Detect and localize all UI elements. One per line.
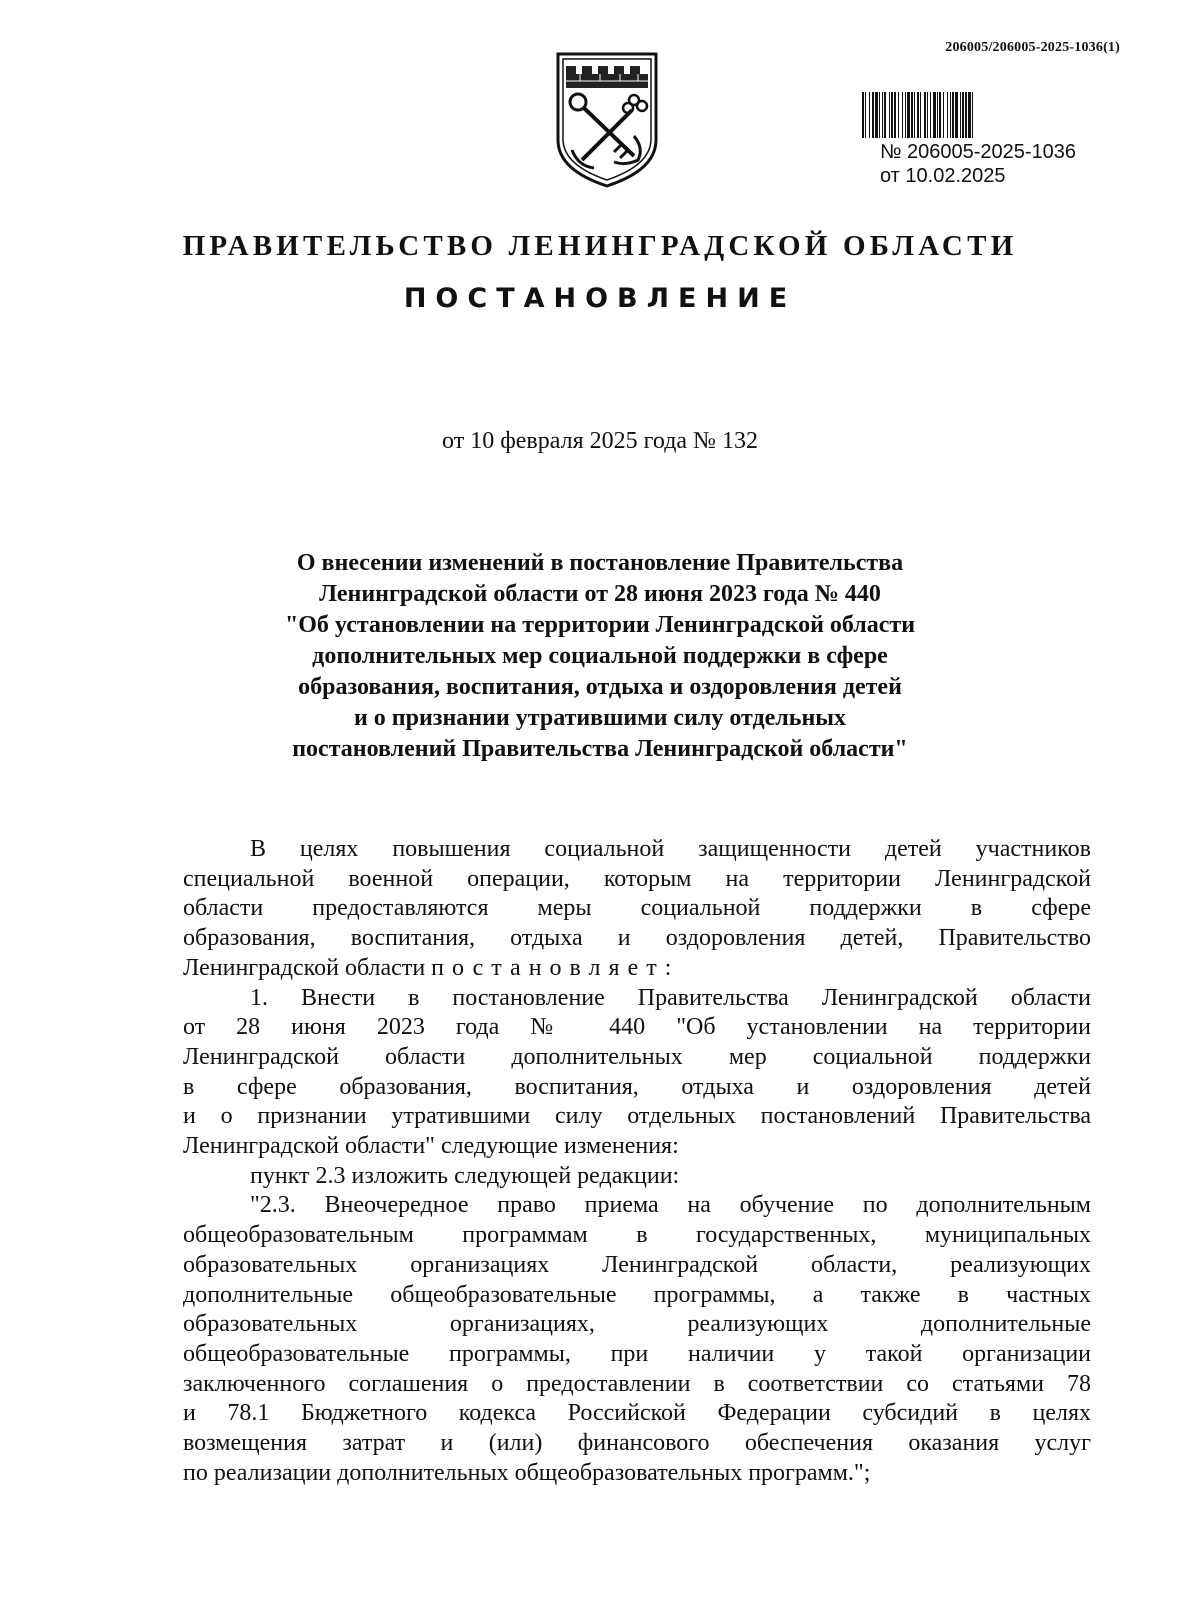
subject-line: постановлений Правительства Ленинградской области" [292,736,908,762]
document-date-number: от 10 февраля 2025 года № 132 [442,428,758,454]
body-line: специальной военной операции, которым на территории Ленинградской [183,865,1091,892]
subject-line: Ленинградской области от 28 июня 2023 года № 440 [319,581,881,607]
body-line: общеобразовательным программам в государственных, муниципальных [183,1222,1091,1249]
body-line: образовательных организациях Ленинградской области, реализующих [183,1251,1091,1278]
subject-line: дополнительных мер социальной поддержки в сфере [312,643,888,669]
barcode-bar [973,92,975,138]
body-line: возмещения затрат и (или) финансового обеспечения оказания услуг [183,1430,1091,1457]
registration-block [880,140,1076,188]
registration-number: № 206005-2025-1036 [880,141,1077,163]
document-subject [0,548,1200,765]
body-line: В целях повышения социальной защищенности детей участников [250,836,1091,862]
leningrad-oblast-coat-of-arms-icon [552,48,662,190]
body-line: по реализации дополнительных общеобразовательных программ."; [183,1459,871,1486]
body-line: "2.3. Внеочередное право приема на обучение по дополнительным [250,1192,1091,1219]
document-body [183,835,1091,1488]
body-line: пункт 2.3 изложить следующей редакции: [250,1162,680,1189]
subject-line: "Об установлении на территории Ленинградской области [284,612,916,638]
body-line: общеобразовательные программы, при наличии у такой организации [183,1340,1091,1367]
document-type-title: ПОСТАНОВЛЕНИЕ [403,283,797,314]
resolution-verb: постановляет: [431,954,680,981]
body-line: Ленинградской области дополнительных мер социальной поддержки [183,1043,1091,1070]
body-line: и о признании утратившими силу отдельных постановлений Правительства [183,1103,1091,1130]
body-line: области предоставляются меры социальной поддержки в сфере [183,895,1091,922]
body-line: Ленинградской области" следующие изменения: [183,1133,679,1160]
document-id: 206005/206005-2025-1036(1) [945,40,1120,55]
government-title: ПРАВИТЕЛЬСТВО ЛЕНИНГРАДСКОЙ ОБЛАСТИ [182,230,1018,262]
registration-date: от 10.02.2025 [880,165,1006,187]
body-line: в сфере образования, воспитания, отдыха и оздоровления детей [183,1073,1091,1100]
body-line: 1. Внести в постановление Правительства Ленинградской области [250,984,1091,1011]
subject-line: и о признании утратившими силу отдельных [353,705,847,731]
subject-line: образования, воспитания, отдыха и оздоровления детей [298,674,902,700]
body-line: образования, воспитания, отдыха и оздоровления детей, Правительство [183,925,1091,952]
body-line: образовательных организациях, реализующих дополнительные [183,1311,1091,1338]
body-line-start: Ленинградской области [183,954,426,981]
body-line: дополнительные общеобразовательные программы, а также в частных [183,1281,1091,1308]
body-line: от 28 июня 2023 года № 440 "Об установлении на территории [183,1014,1091,1041]
body-line: заключенного соглашения о предоставлении в соответствии со статьями 78 [183,1370,1091,1397]
barcode-icon [862,92,1134,138]
body-line [183,954,1091,984]
body-line: и 78.1 Бюджетного кодекса Российской Федерации субсидий в целях [183,1400,1091,1427]
subject-line: О внесении изменений в постановление Правительства [296,550,904,576]
